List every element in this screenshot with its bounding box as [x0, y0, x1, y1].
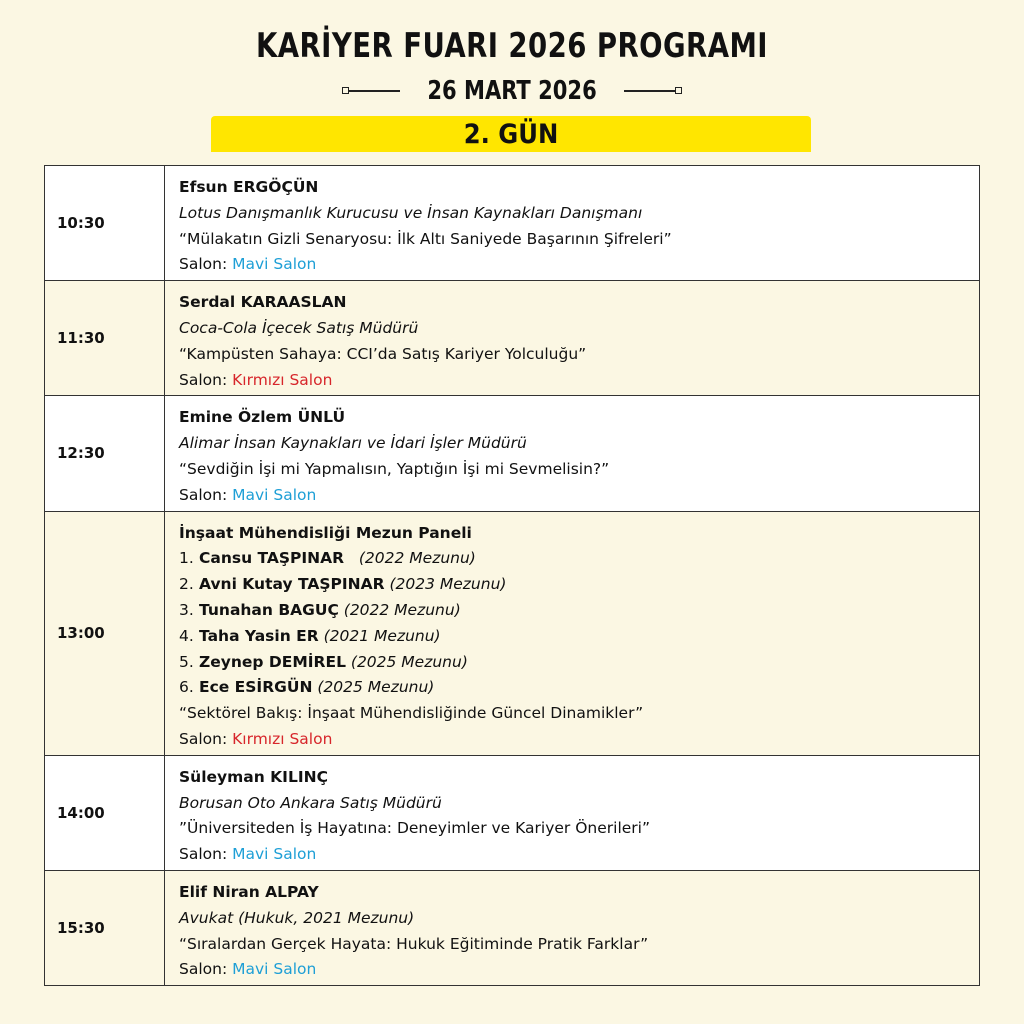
speaker-role: Lotus Danışmanlık Kurucusu ve İnsan Kaynakları Danışmanı: [179, 203, 643, 222]
panelist-name: Taha Yasin ER: [199, 626, 319, 645]
session-salon: [179, 842, 965, 868]
panelist-year: (2022 Mezunu): [343, 600, 461, 619]
left-divider-dot: [342, 87, 349, 94]
panelist-name: Tunahan BAGUÇ: [199, 600, 339, 619]
session-topic: “Mülakatın Gizli Senaryosu: İlk Altı Saniyede Başarının Şifreleri”: [179, 229, 672, 248]
salon-label: Salon:: [179, 255, 228, 274]
salon-label: Salon:: [179, 729, 228, 748]
session-details: [165, 511, 980, 755]
salon-name: Kırmızı Salon: [232, 370, 333, 389]
session-row: [45, 870, 980, 985]
session-details: [165, 755, 980, 870]
event-date: 26 MART 2026: [427, 76, 597, 106]
speaker-role: Borusan Oto Ankara Satış Müdürü: [179, 793, 442, 812]
salon-label: Salon:: [179, 845, 228, 864]
session-details: [165, 166, 980, 281]
panelist-name: Ece ESİRGÜN: [199, 678, 313, 697]
session-topic: “Sevdiğin İşi mi Yapmalısın, Yaptığın İşi mi Sevmelisin?”: [179, 459, 610, 478]
panelist-year: (2025 Mezunu): [350, 652, 468, 671]
salon-name: Mavi Salon: [232, 845, 317, 864]
speaker-role: Coca-Cola İçecek Satış Müdürü: [179, 318, 419, 337]
speaker-name: Serdal KARAASLAN: [179, 293, 347, 312]
session-time: 10:30: [45, 166, 165, 281]
date-line: [0, 76, 1024, 106]
speaker-name: Elif Niran ALPAY: [179, 882, 319, 901]
session-topic: “Sektörel Bakış: İnşaat Mühendisliğinde Güncel Dinamikler”: [179, 704, 644, 723]
session-salon: [179, 368, 965, 394]
salon-name: Mavi Salon: [232, 960, 317, 979]
panelist: [179, 650, 965, 676]
session-row: [45, 396, 980, 511]
session-row: [45, 281, 980, 396]
panelist-number: 6.: [179, 678, 194, 697]
panel-title: İnşaat Mühendisliği Mezun Paneli: [179, 523, 472, 542]
day-banner: 2. GÜN: [211, 116, 811, 152]
session-details: [165, 870, 980, 985]
session-time: 15:30: [45, 870, 165, 985]
session-time: 14:00: [45, 755, 165, 870]
panelist: [179, 598, 965, 624]
session-salon: [179, 252, 965, 278]
session-row: [45, 755, 980, 870]
salon-name: Mavi Salon: [232, 485, 317, 504]
panelist-name: Zeynep DEMİREL: [199, 652, 346, 671]
panelist-number: 2.: [179, 575, 194, 594]
schedule-table: [44, 165, 980, 986]
speaker-name: Süleyman KILINÇ: [179, 767, 328, 786]
panelist: [179, 546, 965, 572]
session-time: 12:30: [45, 396, 165, 511]
session-time: 13:00: [45, 511, 165, 755]
panelist-year: (2022 Mezunu): [358, 549, 476, 568]
session-topic: ”Üniversiteden İş Hayatına: Deneyimler ve Kariyer Önerileri”: [179, 819, 651, 838]
salon-name: Kırmızı Salon: [232, 729, 333, 748]
session-topic: “Sıralardan Gerçek Hayata: Hukuk Eğitiminde Pratik Farklar”: [179, 934, 649, 953]
session-salon: [179, 727, 965, 753]
panelist-year: (2025 Mezunu): [317, 678, 435, 697]
session-row: [45, 166, 980, 281]
panelist-name: Avni Kutay TAŞPINAR: [199, 575, 385, 594]
salon-label: Salon:: [179, 370, 228, 389]
panelist: [179, 624, 965, 650]
session-row: [45, 511, 980, 755]
session-time: 11:30: [45, 281, 165, 396]
panelist-number: 4.: [179, 626, 194, 645]
speaker-name: Emine Özlem ÜNLÜ: [179, 408, 346, 427]
right-divider-dot: [675, 87, 682, 94]
panelist-number: 1.: [179, 549, 194, 568]
salon-label: Salon:: [179, 960, 228, 979]
salon-label: Salon:: [179, 485, 228, 504]
session-details: [165, 281, 980, 396]
session-salon: [179, 957, 965, 983]
right-divider: [624, 90, 680, 92]
panelist-year: (2021 Mezunu): [323, 626, 441, 645]
panelist: [179, 675, 965, 701]
panelist-number: 3.: [179, 600, 194, 619]
speaker-role: Avukat (Hukuk, 2021 Mezunu): [179, 908, 415, 927]
panelist-number: 5.: [179, 652, 194, 671]
salon-name: Mavi Salon: [232, 255, 317, 274]
session-salon: [179, 483, 965, 509]
speaker-role: Alimar İnsan Kaynakları ve İdari İşler Müdürü: [179, 434, 527, 453]
page-title: KARİYER FUARI 2026 PROGRAMI: [255, 26, 768, 66]
panelist-name: Cansu TAŞPINAR: [199, 549, 345, 568]
session-topic: “Kampüsten Sahaya: CCI’da Satış Kariyer Yolculuğu”: [179, 344, 587, 363]
session-details: [165, 396, 980, 511]
speaker-name: Efsun ERGÖÇÜN: [179, 178, 319, 196]
left-divider: [344, 90, 400, 92]
panelist: [179, 572, 965, 598]
panelist-year: (2023 Mezunu): [389, 575, 507, 594]
